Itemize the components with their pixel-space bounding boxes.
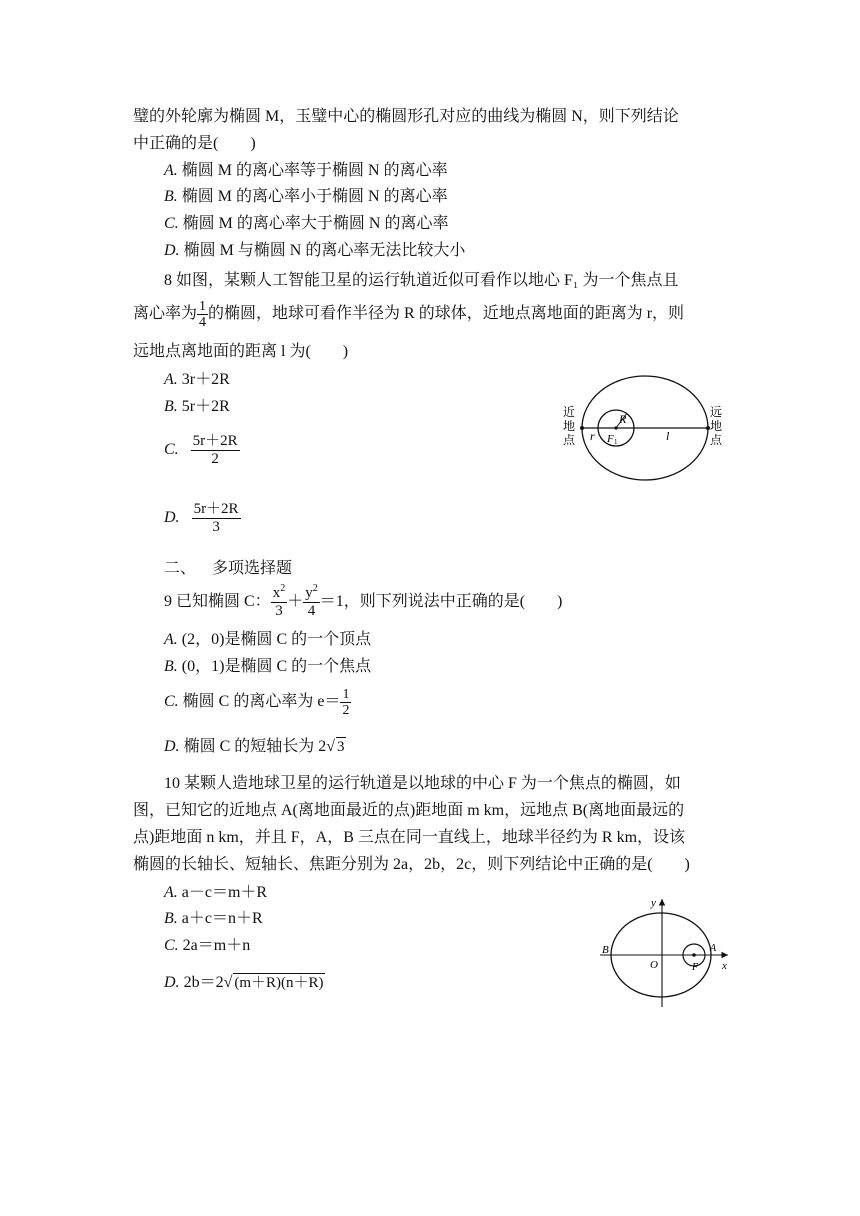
q9-stem bbox=[164, 580, 562, 624]
q10-line-4: 椭圆的长轴长、短轴长、焦距分别为 2a，2b，2c，则下列结论中正确的是( ) bbox=[133, 856, 690, 873]
O-label: O bbox=[650, 959, 658, 971]
far-label-3: 点 bbox=[710, 433, 723, 447]
option-fraction bbox=[191, 433, 240, 468]
R-label: R bbox=[619, 412, 627, 426]
section-heading bbox=[164, 558, 292, 580]
q8-eccentricity-fraction bbox=[197, 299, 208, 330]
q10-option-c bbox=[164, 935, 250, 957]
section-number: 二、 bbox=[164, 560, 197, 577]
fraction-denominator: 2 bbox=[342, 702, 350, 718]
far-label-1: 远 bbox=[710, 405, 723, 419]
option-fraction bbox=[340, 687, 351, 718]
radicand: 3 bbox=[337, 739, 345, 755]
q9-stem-post: ＝1，则下列说法中正确的是( ) bbox=[319, 593, 563, 610]
option-letter: A. bbox=[164, 631, 178, 648]
option-letter: C. bbox=[164, 441, 179, 458]
y-exponent: 2 bbox=[312, 582, 318, 594]
r-label: r bbox=[590, 429, 595, 443]
option-text: a＋c＝n＋R bbox=[181, 910, 263, 927]
q7-line-2: 中正确的是( ) bbox=[133, 135, 256, 152]
q9-option-b bbox=[164, 656, 371, 678]
fraction-numerator bbox=[303, 582, 320, 602]
q8-line-1: 8 如图，某颗人工智能卫星的运行轨道近似可看作以地心 F₁ 为一个焦点且 bbox=[164, 272, 679, 289]
y-axis-label: y bbox=[651, 897, 656, 909]
q8-option-c bbox=[164, 430, 240, 470]
x-axis-label: x bbox=[722, 960, 727, 972]
q10-line-2: 图，已知它的近地点 A(离地面最近的点)距地面 m km，远地点 B(离地面最远的 bbox=[133, 802, 685, 819]
option-letter: C. bbox=[164, 937, 179, 954]
q9-plus: ＋ bbox=[287, 593, 304, 610]
q9-stem-pre: 9 已知椭圆 C： bbox=[164, 593, 271, 610]
q8-option-d bbox=[164, 498, 241, 538]
q9-option-c bbox=[164, 682, 351, 722]
fraction-numerator: 1 bbox=[342, 686, 350, 702]
q9-x-fraction bbox=[271, 582, 288, 620]
near-label-2: 地 bbox=[563, 419, 576, 433]
q9-option-d bbox=[164, 736, 346, 758]
q7-option-b bbox=[164, 186, 448, 208]
fraction-denominator: 2 bbox=[191, 450, 240, 468]
option-text: 椭圆 M 与椭圆 N 的离心率无法比较大小 bbox=[183, 242, 466, 259]
fraction-numerator: 5r＋2R bbox=[193, 500, 239, 517]
l-label: l bbox=[666, 429, 670, 443]
q8-line-3: 远地点离地面的距离 l 为( ) bbox=[133, 343, 349, 360]
near-label-3: 点 bbox=[563, 433, 576, 447]
option-letter: D. bbox=[164, 738, 180, 755]
q7-option-d bbox=[164, 240, 465, 262]
B-label: B bbox=[602, 944, 609, 956]
q7-option-c bbox=[164, 213, 448, 235]
sqrt-sign: √ bbox=[326, 738, 336, 755]
option-letter: A. bbox=[164, 884, 178, 901]
q10-line-1: 10 某颗人造地球卫星的运行轨道是以地球的中心 F 为一个焦点的椭圆，如 bbox=[164, 775, 681, 792]
option-letter: D. bbox=[164, 509, 180, 526]
option-letter: D. bbox=[164, 974, 180, 991]
fraction-denominator: 3 bbox=[271, 602, 288, 620]
q7-option-a bbox=[164, 160, 448, 182]
option-letter: A. bbox=[164, 371, 178, 388]
option-letter: B. bbox=[164, 658, 178, 675]
A-label: A bbox=[710, 943, 717, 954]
option-letter: C. bbox=[164, 693, 179, 710]
far-label-2: 地 bbox=[710, 419, 723, 433]
option-letter: C. bbox=[164, 215, 179, 232]
q9-option-a bbox=[164, 629, 371, 651]
fraction-numerator: 1 bbox=[199, 298, 207, 314]
q8-option-b bbox=[164, 396, 230, 418]
q8-line-2-post: 的椭圆，地球可看作半径为 R 的球体，近地点离地面的距离为 r，则 bbox=[208, 305, 685, 322]
q8-option-a bbox=[164, 369, 230, 391]
F-subscript: 1 bbox=[614, 438, 618, 446]
focus-point bbox=[692, 953, 696, 957]
q8-line-2 bbox=[133, 296, 684, 332]
fraction-numerator: 5r＋2R bbox=[192, 432, 238, 449]
option-fraction bbox=[192, 501, 241, 536]
q7-line-1: 璧的外轮廓为椭圆 M，玉璧中心的椭圆形孔对应的曲线为椭圆 N，则下列结论 bbox=[133, 108, 679, 125]
option-text: (2，0)是椭圆 C 的一个顶点 bbox=[181, 631, 372, 648]
option-text: 3r＋2R bbox=[181, 371, 230, 388]
x-variable: x bbox=[272, 584, 281, 601]
section-title: 多项选择题 bbox=[212, 560, 293, 577]
F-label: F bbox=[607, 433, 614, 445]
focus-point bbox=[614, 426, 617, 429]
near-label-1: 近 bbox=[563, 405, 576, 419]
fraction-numerator bbox=[271, 582, 288, 602]
option-letter: D. bbox=[164, 242, 180, 259]
fraction-denominator: 3 bbox=[192, 518, 241, 536]
radicand: (m＋R)(n＋R) bbox=[234, 975, 324, 991]
y-variable: y bbox=[305, 584, 313, 601]
sqrt-sign: √ bbox=[223, 974, 233, 991]
option-text: (0，1)是椭圆 C 的一个焦点 bbox=[181, 658, 372, 675]
q10-option-b bbox=[164, 908, 263, 930]
option-text: 椭圆 M 的离心率大于椭圆 N 的离心率 bbox=[182, 215, 449, 232]
option-text: 椭圆 M 的离心率等于椭圆 N 的离心率 bbox=[181, 162, 448, 179]
q8-line-2-pre: 离心率为 bbox=[133, 305, 198, 322]
option-text: 5r＋2R bbox=[181, 398, 230, 415]
satellite-orbit-figure bbox=[556, 370, 736, 490]
option-text: a－c＝m＋R bbox=[181, 884, 268, 901]
option-letter: B. bbox=[164, 398, 178, 415]
q10-option-d bbox=[164, 972, 325, 994]
fraction-denominator: 4 bbox=[303, 602, 320, 620]
option-text: 椭圆 M 的离心率小于椭圆 N 的离心率 bbox=[181, 188, 448, 205]
option-text: 椭圆 C 的离心率为 e＝ bbox=[182, 693, 341, 710]
q10-line-3: 点)距地面 n km，并且 F，A，B 三点在同一直线上，地球半径约为 R km，设该 bbox=[133, 829, 686, 846]
q9-y-fraction bbox=[303, 582, 320, 620]
option-letter: B. bbox=[164, 188, 178, 205]
option-text: 椭圆 C 的短轴长为 2 bbox=[183, 738, 327, 755]
coordinate-orbit-figure bbox=[598, 893, 738, 1011]
F-label: F bbox=[692, 962, 699, 973]
option-text: 2b＝2 bbox=[183, 974, 224, 991]
perigee-point bbox=[580, 426, 584, 430]
fraction-denominator: 4 bbox=[199, 314, 207, 330]
x-exponent: 2 bbox=[280, 582, 286, 594]
option-letter: B. bbox=[164, 910, 178, 927]
option-letter: A. bbox=[164, 162, 178, 179]
q10-option-a bbox=[164, 882, 267, 904]
option-text: 2a＝m＋n bbox=[182, 937, 251, 954]
